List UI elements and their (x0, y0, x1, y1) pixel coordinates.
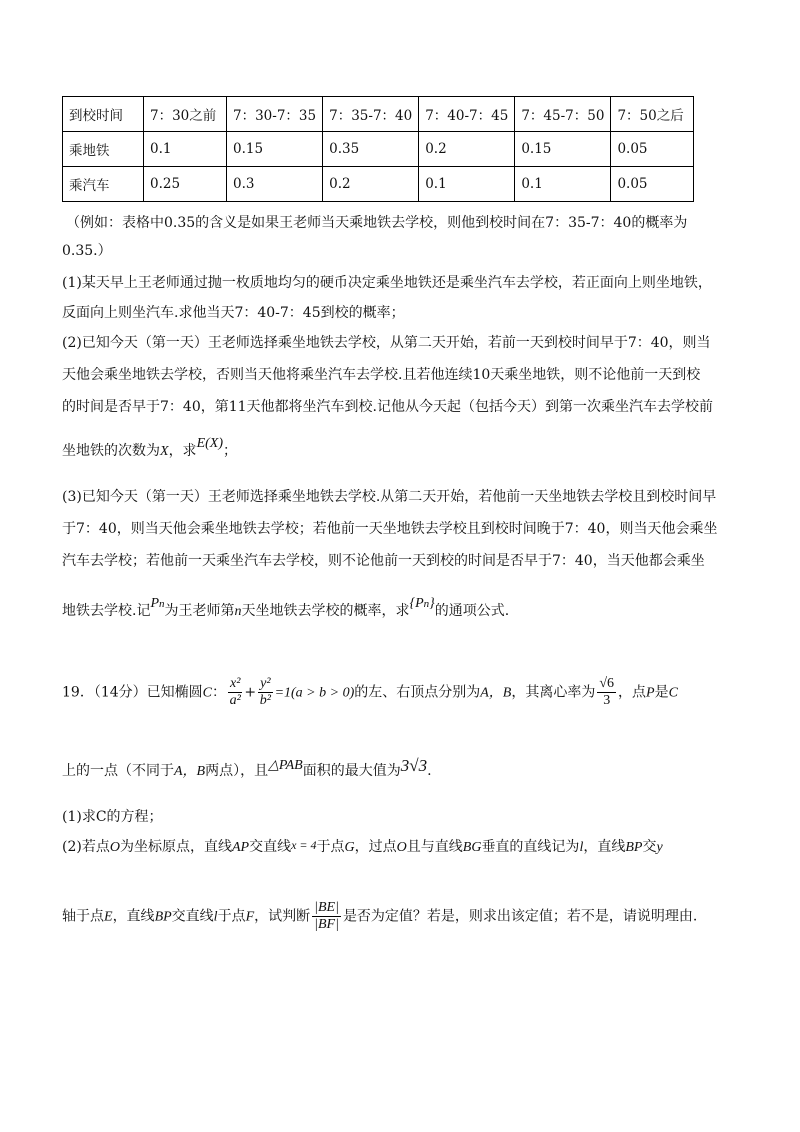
points-ab: A，B (174, 764, 206, 779)
denominator: |BF| (314, 917, 339, 932)
table-cell: 乘汽车 (63, 167, 144, 202)
q18-part2-line: (2)已知今天（第一天）王老师选择乘坐地铁去学校，从第二天开始，若前一天到校时间早于7：40，则当 (62, 335, 711, 351)
text-run: 坐地铁的次数为 (62, 443, 160, 459)
text-run: 上的一点（不同于 (62, 763, 174, 779)
text-run: ，过点 (354, 839, 397, 855)
q18-part3-line (62, 596, 510, 620)
variable-x: X (160, 444, 169, 459)
text-run: ，点 (618, 684, 647, 701)
text-run: (2)若点 (62, 839, 110, 855)
variable-pn (150, 596, 164, 611)
axis-y: y (656, 840, 663, 855)
q18-part1-line: (1)某天早上王老师通过抛一枚质地均匀的硬币决定乘坐地铁还是乘坐汽车去学校，若正面向上则坐地铁， (62, 275, 712, 291)
table-cell: 0.1 (144, 132, 227, 167)
triangle-pab: △PAB (268, 758, 303, 773)
p-symbol: P (150, 596, 160, 611)
table-cell: 0.35 (323, 132, 419, 167)
table-cell: 7：30之前 (144, 97, 227, 132)
expectation-ex: E(X) (196, 436, 223, 451)
table-cell: 0.3 (227, 167, 323, 202)
line-bp: BP (154, 909, 172, 925)
plus-sign: + (244, 684, 257, 701)
ellipse-condition: =1(a > b > 0) (274, 685, 355, 701)
text-run: 交 (642, 839, 657, 855)
table-cell: 0.15 (227, 132, 323, 167)
text-run: ； (223, 443, 237, 459)
table-cell: 0.2 (419, 132, 515, 167)
text-run: 是否为定值？若是，则求出该定值；若不是，请说明理由. (342, 908, 698, 925)
table-note-line: 0.35.） (62, 243, 112, 259)
line-bg: BG (462, 840, 482, 855)
text-run: ，直线 (583, 839, 626, 855)
table-note-line: （例如：表格中0.35的含义是如果王老师当天乘地铁去学校，则他到校时间在7：35-7：40的概率为 (66, 215, 688, 231)
point-p: P (646, 685, 655, 701)
point-o: O (396, 840, 407, 855)
text-run: 交直线 (249, 839, 292, 855)
table-cell: 0.1 (515, 167, 611, 202)
text-run: 为王老师第 (164, 603, 235, 619)
table-cell: 7：50之后 (611, 97, 694, 132)
sequence-pn (410, 596, 435, 611)
text-run: 交直线 (171, 908, 214, 925)
line-bp: BP (625, 840, 643, 855)
table-cell: 0.25 (144, 167, 227, 202)
table-cell: 7：40-7：45 (419, 97, 515, 132)
variable-c: C (202, 685, 212, 701)
table-cell: 0.05 (611, 132, 694, 167)
q18-part1-line: 反面向上则坐汽车.求他当天7：40-7：45到校的概率； (62, 305, 405, 321)
table-cell: 7：35-7：40 (323, 97, 419, 132)
table-header-row (63, 97, 694, 132)
variable-n: n (234, 604, 242, 619)
line-x-equals-4: x = 4 (291, 838, 317, 852)
table-row (63, 132, 694, 167)
seq-open: {P (409, 596, 424, 611)
n-subscript: n (423, 598, 430, 610)
q18-part2-line: 天他会乘坐地铁去学校，否则当天他将乘坐汽车去学校.且若他连续10天乘坐地铁，则不论他前一天到校 (62, 367, 701, 383)
seq-close: } (429, 596, 435, 611)
point-f: F (245, 909, 255, 925)
numerator: x² (229, 676, 241, 691)
text-run: . (427, 763, 432, 779)
point-g: G (344, 840, 355, 855)
text-run: 垂直的直线记为 (481, 839, 580, 855)
arrival-probability-table (62, 96, 694, 202)
denominator: 3 (603, 693, 611, 708)
text-run: 的通项公式. (434, 603, 510, 619)
point-e: E (104, 909, 113, 925)
point-o: O (109, 840, 120, 855)
q18-part3-line: 汽车去学校；若他前一天乘坐汽车去学校，则不论他前一天到校的时间是否早于7：40，当天他都会乘坐 (62, 553, 705, 569)
table-cell: 0.2 (323, 167, 419, 202)
fraction-be-bf (312, 900, 341, 933)
table-cell: 到校时间 (63, 97, 144, 132)
text-run: 面积的最大值为 (302, 763, 401, 779)
text-run: 是 (654, 684, 669, 701)
denominator: a² (229, 693, 241, 708)
fraction-x2-a2 (228, 676, 242, 709)
q19-part2-line (62, 836, 663, 856)
n-subscript: n (159, 598, 165, 610)
line-l: l (213, 909, 218, 925)
table-cell: 0.1 (419, 167, 515, 202)
text-run: 的左、右顶点分别为 (354, 684, 481, 701)
text-run: 天坐地铁去学校的概率，求 (241, 603, 410, 619)
fraction-y2-b2 (258, 676, 272, 709)
table-cell: 0.15 (515, 132, 611, 167)
text-run: ，试判断 (254, 908, 311, 925)
text-run: ，求 (168, 443, 197, 459)
denominator: b² (259, 693, 271, 708)
text-run: 且与直线 (406, 839, 463, 855)
text-run: ： (211, 684, 226, 701)
numerator: y² (260, 676, 271, 691)
q18-part3-line: 于7：40，则当天他会乘坐地铁去学校；若他前一天坐地铁去学校且到校时间晚于7：40，则当天他会乘坐 (62, 521, 718, 537)
table-cell: 7：45-7：50 (515, 97, 611, 132)
points-ab: A，B (480, 685, 512, 701)
text-run: 轴于点 (62, 908, 104, 925)
table-cell: 乘地铁 (63, 132, 144, 167)
text-run: 地铁去学校.记 (62, 603, 151, 619)
table-row (63, 167, 694, 202)
text-run: ，其离心率为 (511, 684, 596, 701)
text-run: 于点 (217, 908, 246, 925)
q19-part2-line (62, 900, 697, 933)
q18-part3-line: (3)已知今天（第一天）王老师选择乘坐地铁去学校.从第二天开始，若他前一天坐地铁去学校且到校时间早 (62, 489, 717, 505)
line-l: l (579, 840, 584, 855)
text-run: 于点 (316, 839, 345, 855)
numerator: |BE| (314, 900, 339, 915)
q18-part2-line: 的时间是否早于7：40，第11天他都将坐汽车到校.记他从今天起（包括今天）到第一次乘坐汽车去学校前 (62, 399, 713, 415)
table-cell: 7：30-7：35 (227, 97, 323, 132)
text-run: 为坐标原点，直线 (119, 839, 232, 855)
numerator: √6 (599, 676, 615, 691)
fraction-eccentricity (597, 676, 616, 709)
variable-c: C (668, 685, 678, 701)
text-run: 两点），且 (205, 763, 269, 779)
q19-stem-line (62, 756, 432, 780)
text-run: ，直线 (112, 908, 155, 925)
line-ap: AP (231, 840, 250, 855)
table-cell: 0.05 (611, 167, 694, 202)
q19-part1-line: (1)求C的方程； (62, 809, 163, 825)
q18-part2-line (62, 436, 237, 460)
q19-stem-line (62, 676, 678, 709)
text-run: 19．（14分）已知椭圆 (62, 684, 203, 701)
max-area-value: 3√3 (400, 756, 428, 775)
